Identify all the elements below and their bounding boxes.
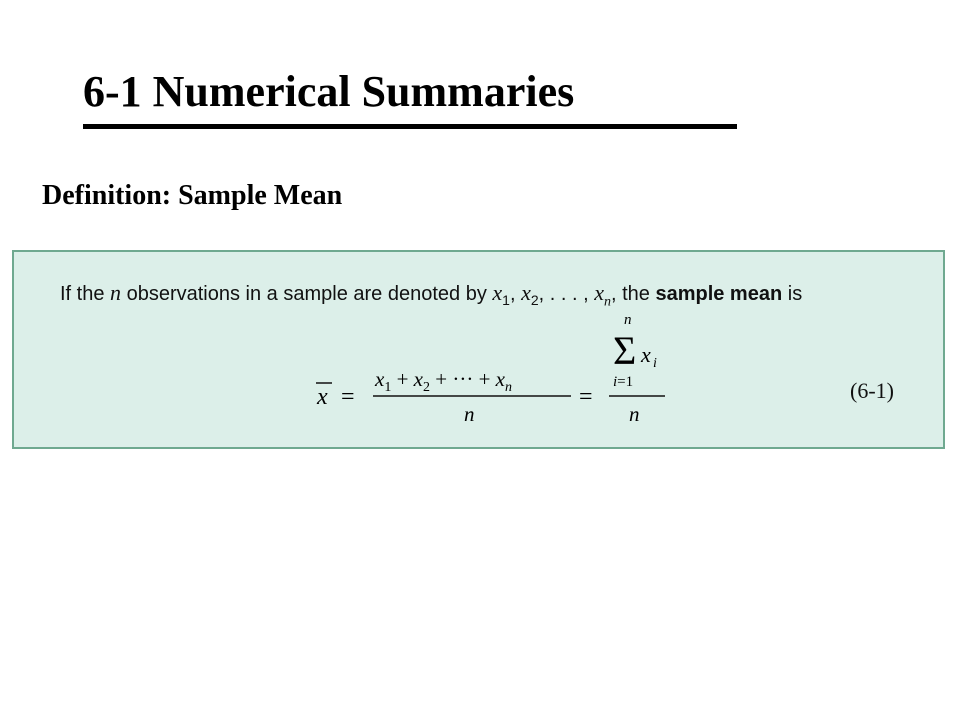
svg-text:x1 + x2 + ··· + xn: $x_1 + x_2$ + ··· + $x_n$	[375, 367, 512, 395]
svg-text:n: n	[624, 312, 632, 328]
definition-sentence	[60, 282, 802, 309]
svg-text:n: n	[629, 402, 640, 426]
definition-intro-mid: observations in a sample are denoted by	[121, 283, 493, 305]
svg-text:=: =	[341, 384, 355, 410]
slide-title: 6-1 Numerical Summaries	[83, 67, 575, 116]
svg-text:Σ: Σ	[613, 328, 637, 373]
svg-text:=: =	[579, 384, 593, 410]
observation-list: $x_1$, $x_2$, . . . , $x_n$	[492, 280, 611, 310]
definition-intro: If the	[60, 283, 111, 305]
svg-text:x: x	[641, 342, 651, 367]
slide-subheading: Definition: Sample Mean	[42, 180, 343, 211]
sample-mean-term: sample mean	[655, 283, 783, 305]
svg-text:i=1: i=1	[613, 374, 634, 390]
definition-intro-end: is	[782, 283, 803, 305]
definition-intro-after: , the	[610, 283, 656, 305]
n-variable: n	[110, 280, 122, 305]
equation-number: (6-1)	[850, 378, 894, 403]
title-underline	[83, 124, 737, 129]
svg-text:x: x	[317, 384, 328, 410]
svg-text:n: n	[464, 402, 475, 426]
svg-text:i: i	[653, 356, 657, 371]
definition-box	[12, 250, 945, 449]
sample-mean-formula	[309, 310, 689, 430]
